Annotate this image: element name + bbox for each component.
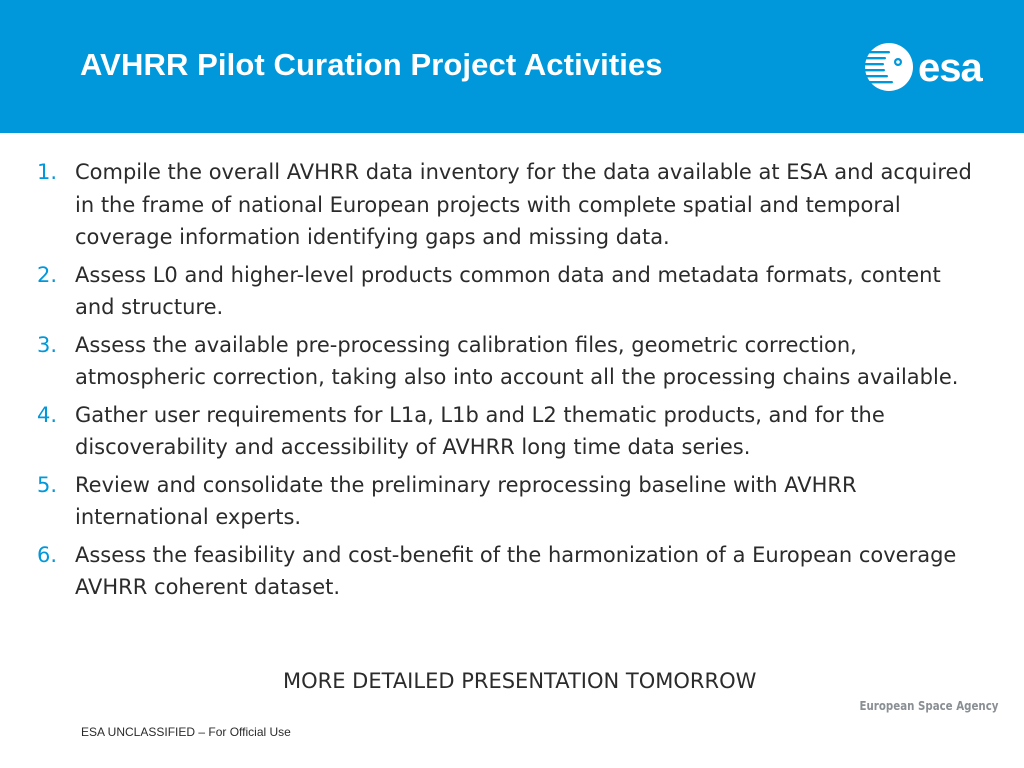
esa-logo	[862, 40, 1002, 94]
list-item	[36, 399, 986, 464]
agency-name: European Space Agency	[859, 698, 998, 713]
list-item-text: Gather user requirements for L1a, L1b and L2 thematic products, and for the discoverability and accessibility of AVHRR long time data series.	[75, 402, 885, 459]
esa-logo-text: esa	[918, 46, 982, 90]
list-item-text: Compile the overall AVHRR data inventory for the data available at ESA and acquired in the frame of national European projects with complete spatial and temporal coverage information identifying gaps and missing data.	[75, 160, 972, 249]
list-item	[36, 539, 986, 604]
list-item	[36, 259, 986, 324]
classification-label: ESA UNCLASSIFIED – For Official Use	[81, 725, 291, 739]
page-title: AVHRR Pilot Curation Project Activities	[80, 47, 663, 82]
activity-list	[36, 156, 986, 609]
list-item-text: Assess L0 and higher-level products common data and metadata formats, content and structure.	[75, 262, 941, 319]
list-item-number: 1.	[37, 160, 58, 184]
list-item-number: 5.	[37, 472, 58, 497]
list-item	[36, 329, 986, 394]
list-item-text: Assess the available pre-processing calibration files, geometric correction, atmospheric correction, taking also into account all the processing chains available.	[75, 332, 959, 389]
list-item	[36, 156, 986, 254]
list-item	[36, 469, 986, 534]
header-bar	[0, 0, 1024, 133]
presentation-note: MORE DETAILED PRESENTATION TOMORROW	[283, 669, 757, 693]
list-item-text: Assess the feasibility and cost-benefit of the harmonization of a European coverage AVHRR coherent dataset.	[75, 542, 957, 599]
esa-globe-icon	[863, 43, 913, 91]
list-item-number: 2.	[37, 262, 58, 287]
list-item-number: 6.	[37, 542, 58, 567]
list-item-number: 4.	[37, 402, 58, 427]
list-item-text: Review and consolidate the preliminary reprocessing baseline with AVHRR international experts.	[75, 472, 857, 529]
list-item-number: 3.	[37, 332, 58, 357]
